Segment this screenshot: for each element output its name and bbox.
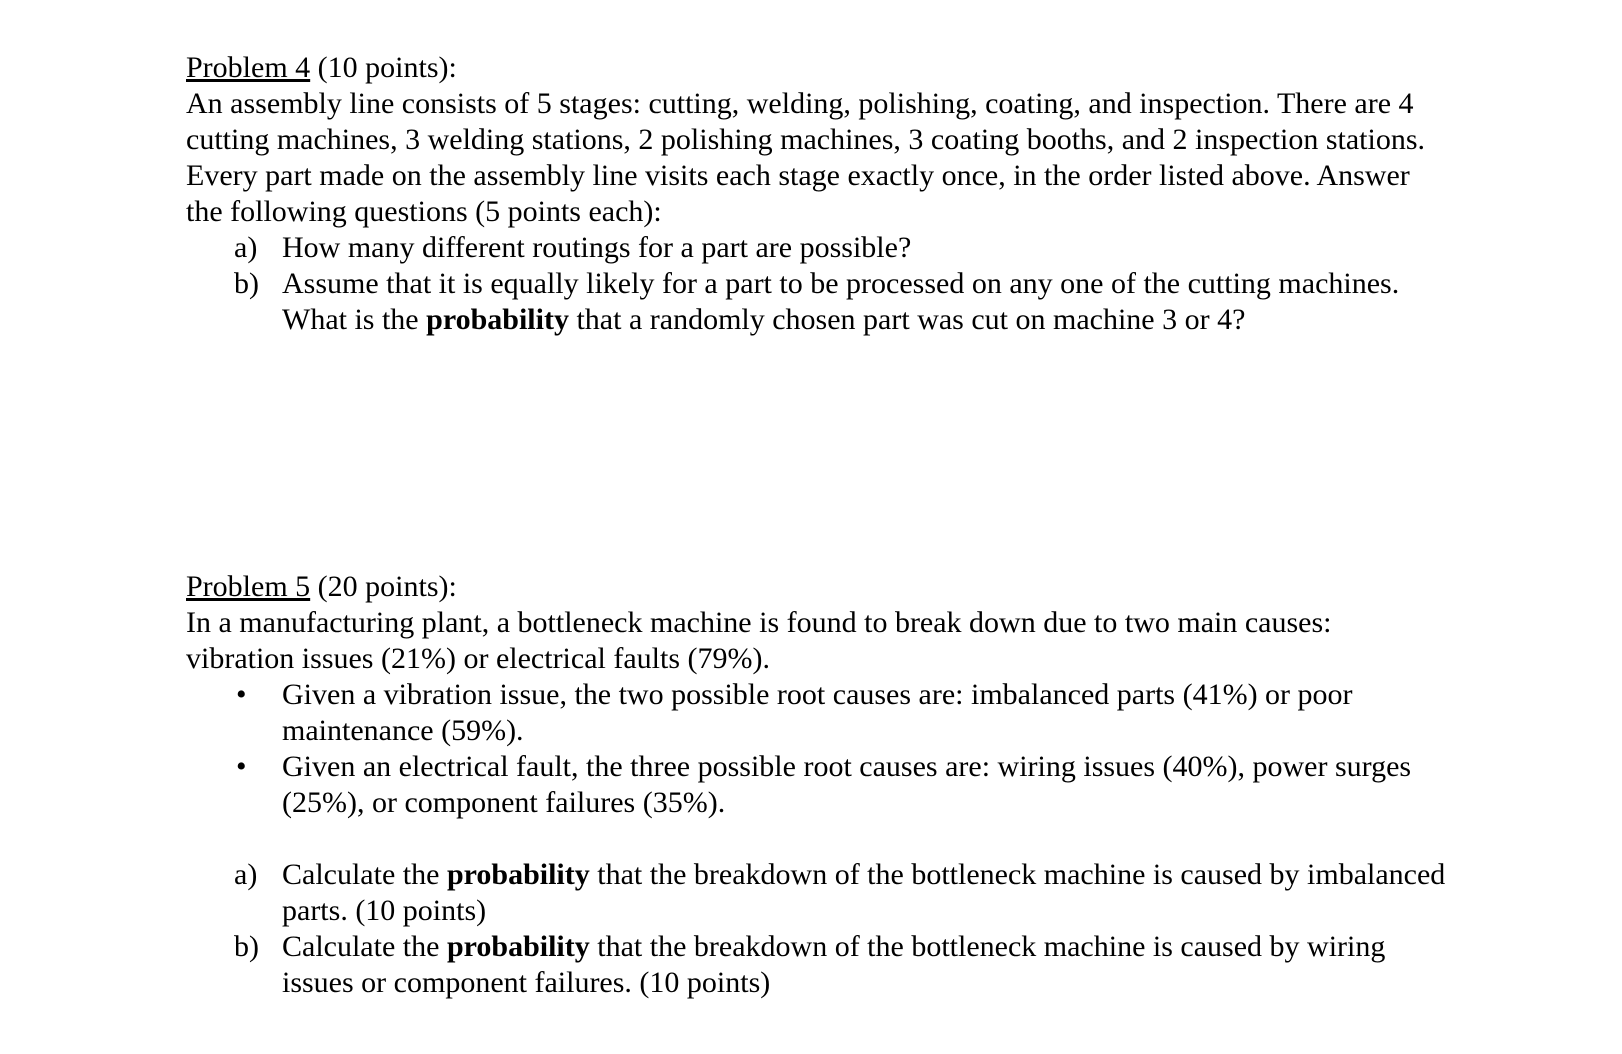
- question-a-text: How many different routings for a part are possible?: [282, 231, 912, 264]
- problem-5-question-b: [186, 929, 1446, 1001]
- question-b-marker: b): [234, 267, 259, 300]
- problem-5-title: Problem 5: [186, 570, 311, 603]
- problem-4: [186, 50, 1446, 338]
- problem-5-bullet: [186, 749, 1446, 821]
- question-a-text-before: Calculate the: [282, 858, 447, 891]
- question-b-marker: b): [234, 930, 259, 963]
- question-b-text-after: that a randomly chosen part was cut on machine 3 or 4?: [568, 303, 1246, 336]
- problem-5: [186, 569, 1446, 1001]
- problem-4-heading: [186, 50, 1446, 86]
- problem-5-bullet: [186, 677, 1446, 749]
- problem-5-question-a: [186, 857, 1446, 929]
- question-b-text-before: Assume that it is equally likely for a part to be processed on any one of the cutting machines. What is the: [282, 267, 1400, 336]
- problem-5-intro: In a manufacturing plant, a bottleneck machine is found to break down due to two main causes: vibration issues (21%) or electrical faults (79%).: [186, 606, 1332, 675]
- bullet-text: Given an electrical fault, the three possible root causes are: wiring issues (40%), power surges (25%), or component failures (35%).: [282, 750, 1412, 819]
- question-a-marker: a): [234, 231, 258, 264]
- problem-4-points: (10 points):: [310, 51, 457, 84]
- problem-4-title: Problem 4: [186, 51, 311, 84]
- bullet-dot-icon: •: [236, 678, 247, 711]
- question-a-marker: a): [234, 858, 258, 891]
- question-b-bold: probability: [446, 930, 590, 963]
- problem-4-question-a: [186, 230, 1446, 266]
- question-b-text-before: Calculate the: [282, 930, 447, 963]
- question-b-bold: probability: [426, 303, 569, 336]
- question-a-text-after: that the breakdown of the bottleneck machine is caused by imbalanced parts. (10 points): [282, 858, 1446, 927]
- problem-5-points: (20 points):: [310, 570, 457, 603]
- problem-4-question-b: [186, 266, 1446, 338]
- question-a-bold: probability: [446, 858, 590, 891]
- problem-4-intro: An assembly line consists of 5 stages: cutting, welding, polishing, coating, and inspection. There are 4 cutting machines, 3 welding stations, 2 polishing machines, 3 coating booths, and 2 inspection stations. Every part made on the assembly line visits each stage exactly once, in the order listed above. Answer the following questions (5 points each):: [186, 87, 1426, 228]
- spacer: [186, 821, 1446, 857]
- question-b-text-after: that the breakdown of the bottleneck machine is caused by wiring issues or component failures. (10 points): [282, 930, 1386, 999]
- bullet-text: Given a vibration issue, the two possible root causes are: imbalanced parts (41%) or poor maintenance (59%).: [282, 678, 1353, 747]
- problem-5-heading: [186, 569, 1446, 605]
- bullet-dot-icon: •: [236, 750, 247, 783]
